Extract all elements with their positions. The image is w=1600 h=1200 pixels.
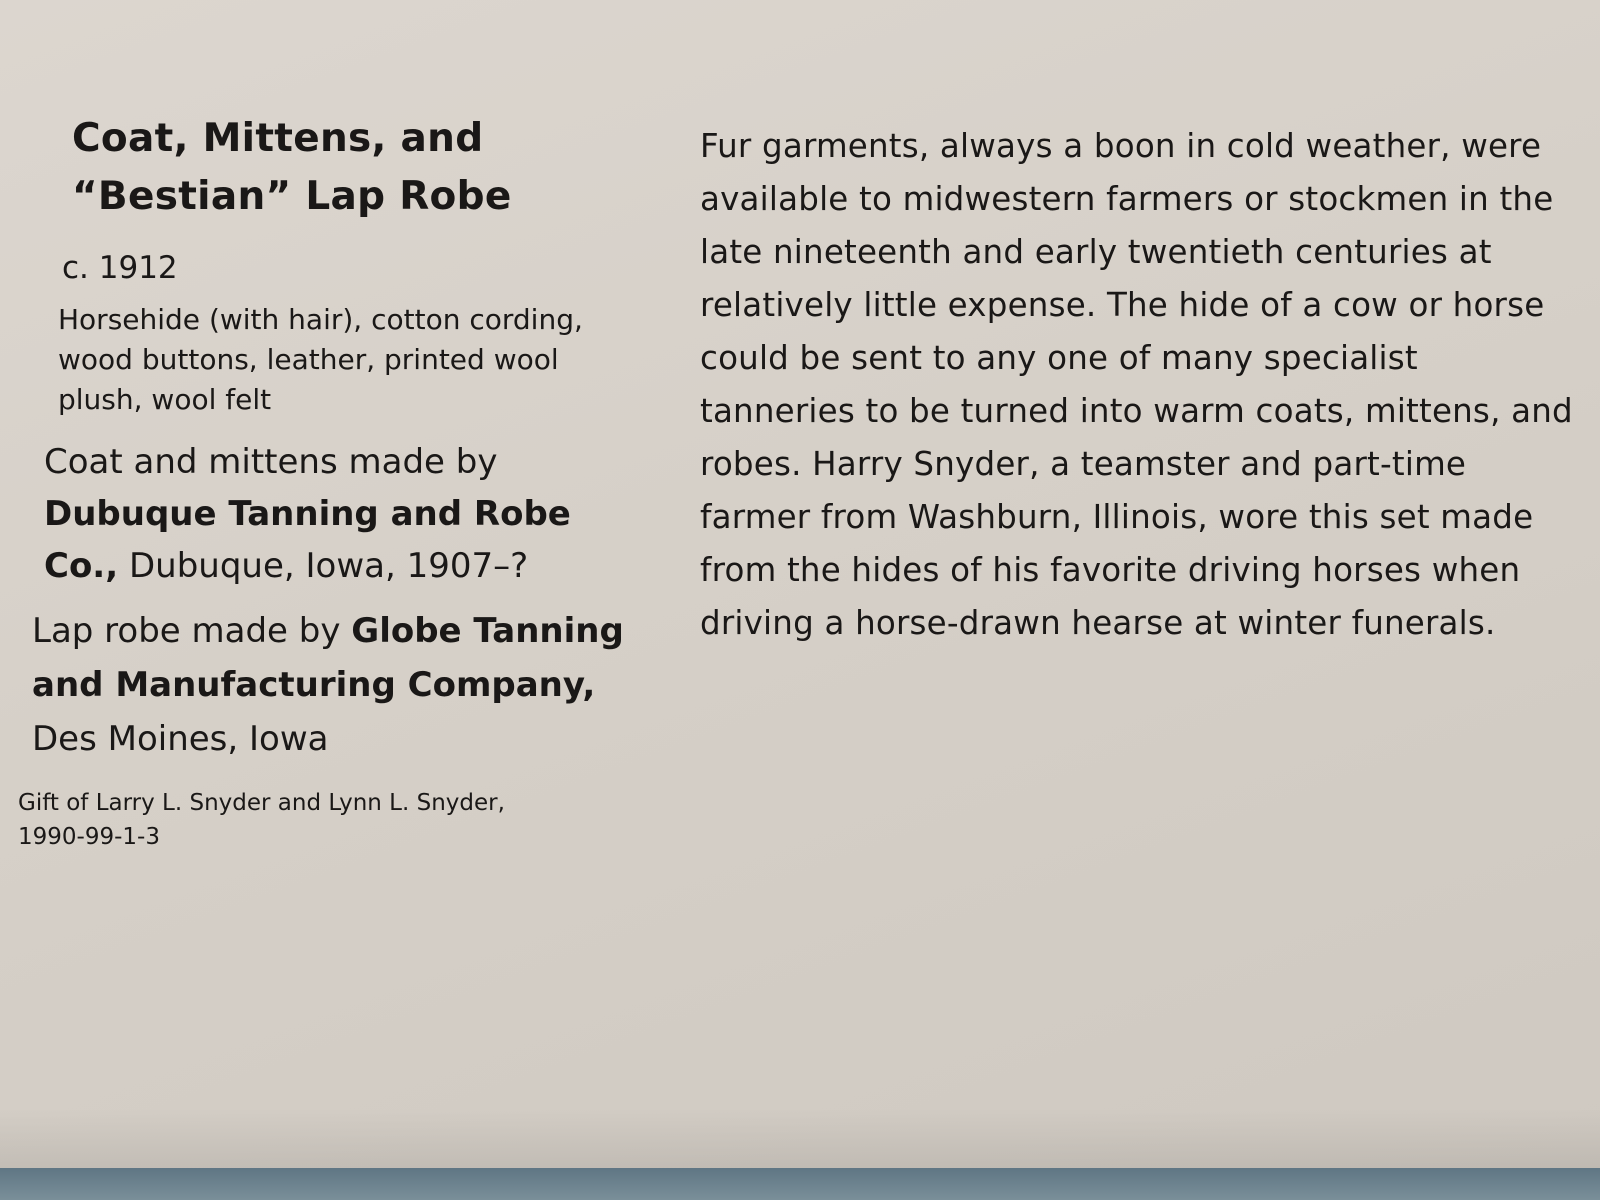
description-text: Fur garments, always a boon in cold weather, were available to midwestern farmers or stockmen in the late nineteenth and early twentieth centuries at relatively little expense. The hide of a cow or horse could be sent to any one of many specialist tanneries to be turned into warm coats, mittens, and robes. Harry Snyder, a teamster and part-time farmer from Washburn, Illinois, wore this set made from the hides of his favorite driving horses when driving a horse-drawn hearse at winter funerals.	[700, 127, 1573, 642]
label-left-column	[18, 110, 636, 854]
maker-lap-robe	[32, 604, 632, 766]
maker-coat-prefix: Coat and mittens made by	[44, 442, 498, 482]
wall-background	[0, 1168, 1600, 1200]
title-line-2: “Bestian” Lap Robe	[72, 174, 512, 219]
credit-line: Gift of Larry L. Snyder and Lynn L. Snyder, 1990-99-1-3	[18, 790, 505, 850]
object-title	[72, 110, 636, 226]
maker-robe-suffix: Des Moines, Iowa	[32, 719, 329, 759]
object-materials: Horsehide (with hair), cotton cording, wood buttons, leather, printed wool plush, wool felt	[58, 303, 583, 416]
maker-robe-prefix: Lap robe made by	[32, 611, 352, 651]
maker-robe-name: Globe Tanning and Manufacturing Company,	[32, 611, 624, 705]
object-date: c. 1912	[62, 250, 178, 286]
title-line-1: Coat, Mittens, and	[72, 116, 484, 161]
maker-coat-mittens	[44, 436, 604, 592]
maker-coat-suffix: Dubuque, Iowa, 1907–?	[118, 546, 529, 586]
label-description-column	[700, 120, 1580, 650]
maker-coat-name: Dubuque Tanning and Robe Co.,	[44, 494, 571, 586]
